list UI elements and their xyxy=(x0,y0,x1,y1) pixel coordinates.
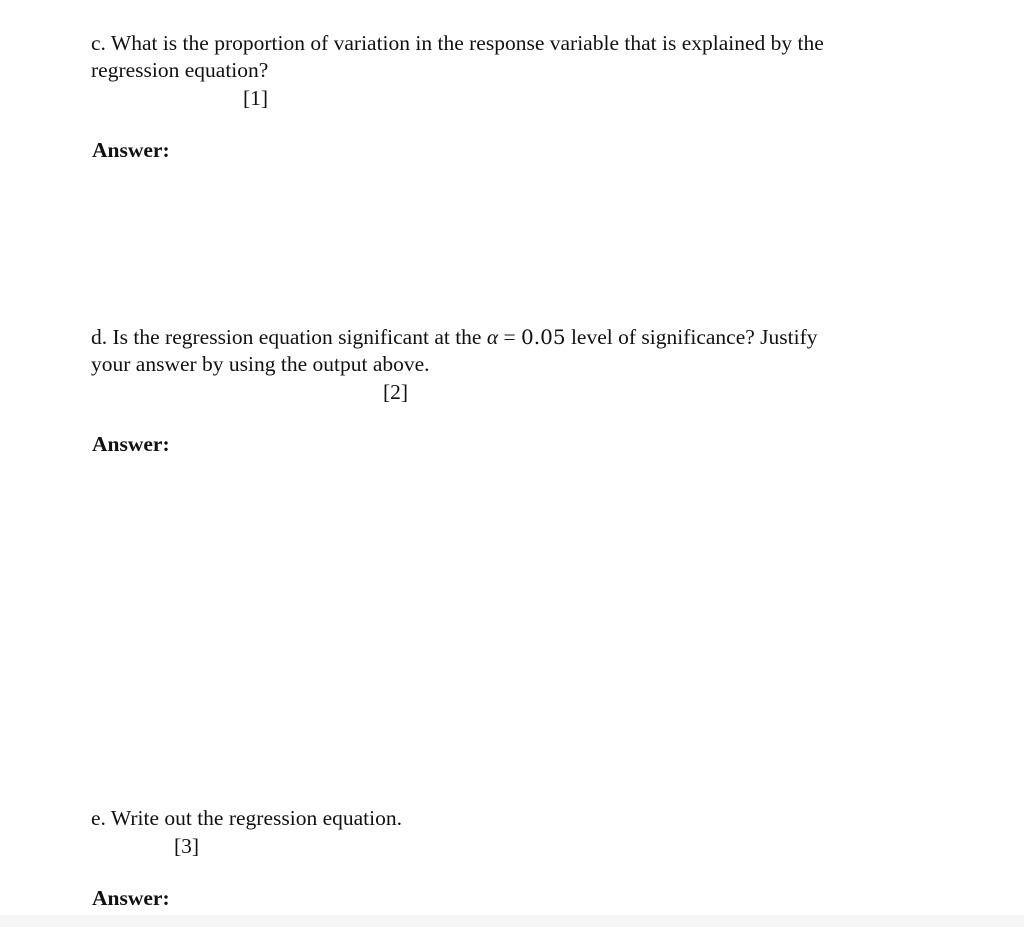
question-c-line-2: regression equation? xyxy=(91,58,269,82)
alpha-symbol: α xyxy=(486,325,499,349)
question-c-answer-label: Answer: xyxy=(92,138,170,162)
question-c-marks: [1] xyxy=(243,86,269,110)
question-e-answer-label: Answer: xyxy=(92,886,170,910)
page-bottom-edge xyxy=(0,915,1024,927)
question-c-line-1: c. What is the proportion of variation in the response variable that is explained by the xyxy=(91,31,824,55)
question-d-line-1-pre: d. Is the regression equation significant at the xyxy=(91,325,482,349)
question-e-marks: [3] xyxy=(174,834,200,858)
question-d-line-1 xyxy=(91,324,818,350)
question-d-marks: [2] xyxy=(383,380,409,404)
question-d-line-1-post: level of significance? Justify xyxy=(570,325,818,349)
alpha-value: 0.05 xyxy=(521,325,566,349)
question-d-answer-label: Answer: xyxy=(92,432,170,456)
question-d-line-2: your answer by using the output above. xyxy=(91,352,430,376)
equals-sign: = xyxy=(503,325,516,349)
question-e-line-1: e. Write out the regression equation. xyxy=(91,806,402,830)
